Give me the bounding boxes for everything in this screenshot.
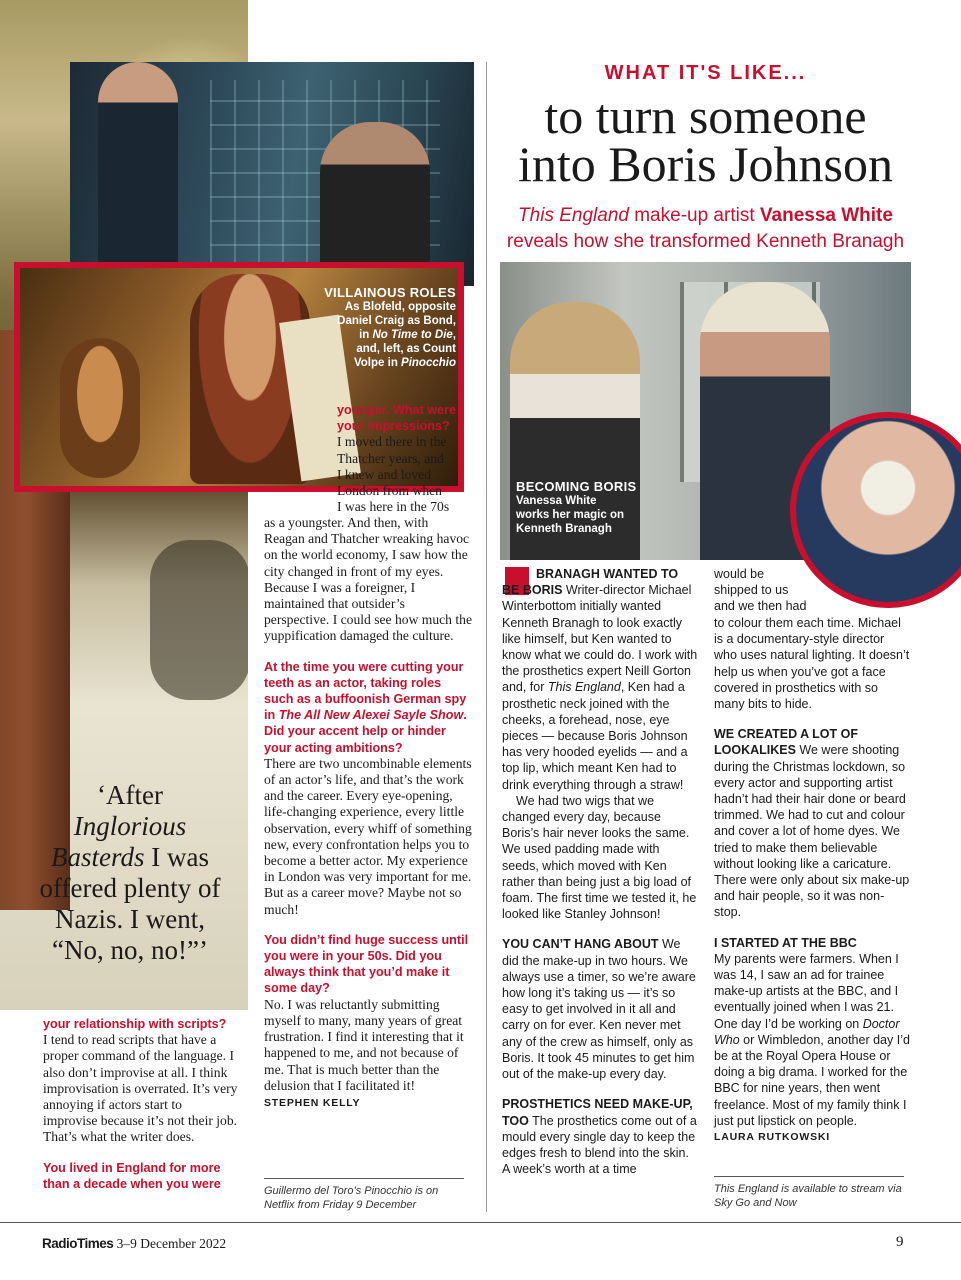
spacer xyxy=(264,918,472,932)
feature-col-2 xyxy=(714,615,910,1145)
interview-answer: London from when xyxy=(337,483,442,499)
feature-subhead: WE CREATED A LOT OF LOOKALIKES xyxy=(714,727,858,758)
note-rule xyxy=(714,1176,904,1177)
kicker: WHAT IT'S LIKE... xyxy=(604,62,807,84)
feature-text: would be xyxy=(714,567,765,581)
feature-text: shipped to us xyxy=(714,583,789,598)
note-text: is available to stream via Sky Go and Now xyxy=(714,1183,902,1209)
interview-answer: I moved there in the xyxy=(337,434,447,450)
footer-date: 3–9 December 2022 xyxy=(113,1236,227,1251)
feature-para xyxy=(502,566,698,793)
headline xyxy=(500,88,911,192)
interview-answer xyxy=(264,997,472,1111)
note-text: is on Netflix from Friday 9 December xyxy=(264,1185,439,1211)
caption-title: VILLAINOUS ROLES xyxy=(324,285,456,300)
feature-para xyxy=(502,1096,698,1177)
stream-note xyxy=(714,1182,910,1210)
column-divider xyxy=(486,62,487,1212)
caption-italic: Pinocchio xyxy=(401,357,456,369)
feature-text: or Wimbledon, another day I’d be at the Royal Opera House or doing a big drama. I worked for the BBC for nine years, then went freelance. Most of my family think I just put lipstick on people. xyxy=(714,1032,910,1128)
interview-col-left xyxy=(43,1016,239,1192)
pull-quote-line xyxy=(20,842,240,873)
photo-shadow xyxy=(150,540,248,700)
interview-col-mid xyxy=(264,515,472,1111)
photo-figure xyxy=(60,338,140,478)
caption-italic: No Time to Die xyxy=(372,329,453,341)
caption-line xyxy=(306,356,456,370)
caption-title: BECOMING BORIS xyxy=(516,479,637,494)
feature-para xyxy=(714,726,910,920)
feature-text: We were shooting during the Christmas lockdown, so every actor and supporting artist hadn’t had their hair done or beard trimmed. We had to cut and colour and cover a lot of home dyes. We tried to make them believable without looking like a caricature. There were only about six make-up and hair people, so it was non-stop. xyxy=(714,743,910,920)
feature-subhead: BRANAGH WANTED TO BE BORIS xyxy=(502,567,679,598)
headline-line: into Boris Johnson xyxy=(517,136,894,192)
caption-line: Kenneth Branagh xyxy=(516,523,612,535)
interview-answer: as a youngster. And then, with Reagan and Thatcher wreaking havoc on the world economy, I saw how the city changed in front of my eyes. Because I was a foreigner, I maintained that outsider’s perspective. I could see how much the yuppification damaged the culture. xyxy=(264,515,472,644)
caption-line: Daniel Craig as Bond, xyxy=(337,315,456,327)
spacer xyxy=(714,712,910,726)
caption-text: , xyxy=(452,329,456,341)
question-italic: The All New Alexei Sayle Show xyxy=(278,708,464,723)
note-text: Pinocchio xyxy=(364,1185,412,1197)
interview-question: your relationship with scripts? xyxy=(43,1017,227,1031)
note-text: Guillermo del Toro’s xyxy=(264,1185,365,1197)
caption-line: and, left, as Count xyxy=(356,343,456,355)
feature-italic: Doctor Who xyxy=(714,1016,900,1047)
interview-question: You didn’t find huge success until you were in your 50s. Did you always think that you’d make it some day? xyxy=(264,932,469,996)
pull-quote-italic: Basterds xyxy=(51,842,145,872)
feature-col-1 xyxy=(502,566,698,1177)
headline-line: to turn someone xyxy=(544,88,867,144)
interview-question: You lived in England for more xyxy=(43,1160,221,1175)
caption-text: Volpe in xyxy=(353,357,402,369)
pull-quote xyxy=(20,780,240,966)
villainous-caption xyxy=(306,286,456,370)
byline: STEPHEN KELLY xyxy=(264,1096,361,1109)
interview-answer: I tend to read scripts that have a proper command of the language. I also don’t improvise at all. I think improvisation is overrated. It’s very annoying if actors start to improvise because it’s not their job. That’s what the writer does. xyxy=(43,1032,238,1145)
interview-col-mid-top xyxy=(337,402,465,515)
caption-line xyxy=(306,328,456,342)
feature-text: The prosthetics come out of a mould every single day to keep the edges fresh to blend into the skin. A week’s worth at a time xyxy=(502,1113,697,1177)
footer-brand: RadioTimes xyxy=(42,1236,114,1251)
feature-text: and we then had xyxy=(714,599,807,614)
standfirst-line xyxy=(500,203,911,229)
page-number: 9 xyxy=(896,1234,904,1250)
feature-text: We did the make-up in two hours. We always use a timer, so we’re aware how long it’s taking us — it’s so easy to get involved in it all and carry on for ever. Ken never met any of the crew as himself, only as Boris. It took 45 minutes to get him out of the make-up every day. xyxy=(502,937,696,1082)
interview-question: younger. What were xyxy=(337,403,456,417)
caption-line: works her magic on xyxy=(516,509,625,521)
feature-subhead: I STARTED AT THE BBC xyxy=(714,935,857,950)
interview-answer: I was here in the 70s xyxy=(337,499,450,515)
pull-quote-text: I was xyxy=(144,842,209,872)
pull-quote-line: offered plenty of xyxy=(39,873,221,903)
spacer xyxy=(714,921,910,935)
byline: LAURA RUTKOWSKI xyxy=(714,1131,831,1144)
interview-question: your impressions? xyxy=(337,419,450,434)
pull-quote-line: Inglorious xyxy=(73,811,187,841)
feature-para xyxy=(714,951,910,1129)
note-text: This England xyxy=(714,1183,779,1195)
bond-photo xyxy=(70,62,474,286)
caption-text: in xyxy=(359,329,373,341)
spacer xyxy=(502,1082,698,1096)
standfirst-italic: This England xyxy=(518,205,629,226)
interview-answer: I knew and loved xyxy=(337,466,431,482)
standfirst-text: make-up artist xyxy=(628,205,760,226)
feature-col-2-top xyxy=(714,566,814,615)
pull-quote-line: ‘After xyxy=(97,780,163,810)
question-text: At the time you were cutting your teeth as an actor, taking roles such as a buffoonish German spy in xyxy=(264,659,467,723)
feature-subhead: PROSTHETICS NEED MAKE-UP, TOO xyxy=(502,1097,693,1128)
spacer xyxy=(43,1146,239,1160)
feature-text: My parents were farmers. When I was 14, I saw an ad for trainee make-up artists at the BBC, and I eventually joined when I was 21. One day I’d be working on xyxy=(714,951,899,1031)
footer-brand-date xyxy=(42,1236,226,1252)
standfirst-name: Vanessa White xyxy=(759,205,893,226)
interview-answer: Thatcher years, and xyxy=(337,450,444,466)
answer-text: No. I was reluctantly submitting myself to many, many years of great frustration. I find it interesting that it happened to me, and not because of me. That is much better than the delusion that I facilitated it! xyxy=(264,996,464,1093)
feature-text: Writer-director Michael Winterbottom initially wanted Kenneth Branagh to look exactly like himself, but Ken wanted to know what we could do. I work with the prosthetics expert Neill Gorton and, for xyxy=(502,583,698,695)
photo-figure xyxy=(98,62,178,286)
feature-italic: This England xyxy=(547,680,621,695)
standfirst xyxy=(500,203,911,255)
indent xyxy=(502,568,536,578)
feature-text: , Ken had a prosthetic neck joined with the cheeks, a forehead, nose, eye pieces — because Boris Johnson has very hooded eyelids — and a top lip, which meant Ken had to drink everything through a straw! xyxy=(502,680,688,792)
question-text: . Did your accent help or hinder your acting ambitions? xyxy=(264,708,467,755)
standfirst-line: reveals how she transformed Kenneth Branagh xyxy=(506,231,905,252)
interview-question xyxy=(264,659,472,756)
spacer xyxy=(502,922,698,936)
interview-question: than a decade when you were xyxy=(43,1176,221,1191)
spacer xyxy=(264,645,472,659)
becoming-caption xyxy=(516,480,676,536)
note-rule xyxy=(264,1178,464,1179)
feature-text: to colour them each time. Michael is a documentary-style director who uses natural lighting. It doesn’t help us when you’ve got a face covered in prosthetics with so many bits to hide. xyxy=(714,616,910,712)
availability-note xyxy=(264,1184,464,1212)
feature-para xyxy=(502,936,698,1082)
caption-line: Vanessa White xyxy=(516,495,597,507)
footer-rule xyxy=(0,1222,961,1223)
pull-quote-line: Nazis. I went, xyxy=(55,904,205,934)
interview-answer: There are two uncombinable elements of an actor’s life, and that’s the work and the career. Every eye-opening, life-changing experience, every little observation, every whiff of something new, every confrontation helps you to become a better actor. My experience in London was very important for me. But as a career move? Maybe not so much! xyxy=(264,755,472,917)
feature-para: We had two wigs that we changed every day, because Boris’s hair never looks the same. We used padding made with seeds, which moved with Ken rather than being just a big load of foam. The first time we tested it, he looked like Stanley Johnson! xyxy=(502,793,697,922)
caption-line: As Blofeld, opposite xyxy=(344,301,456,313)
feature-subhead: YOU CAN’T HANG ABOUT xyxy=(502,937,659,952)
pull-quote-line: “No, no, no!”’ xyxy=(52,935,208,965)
